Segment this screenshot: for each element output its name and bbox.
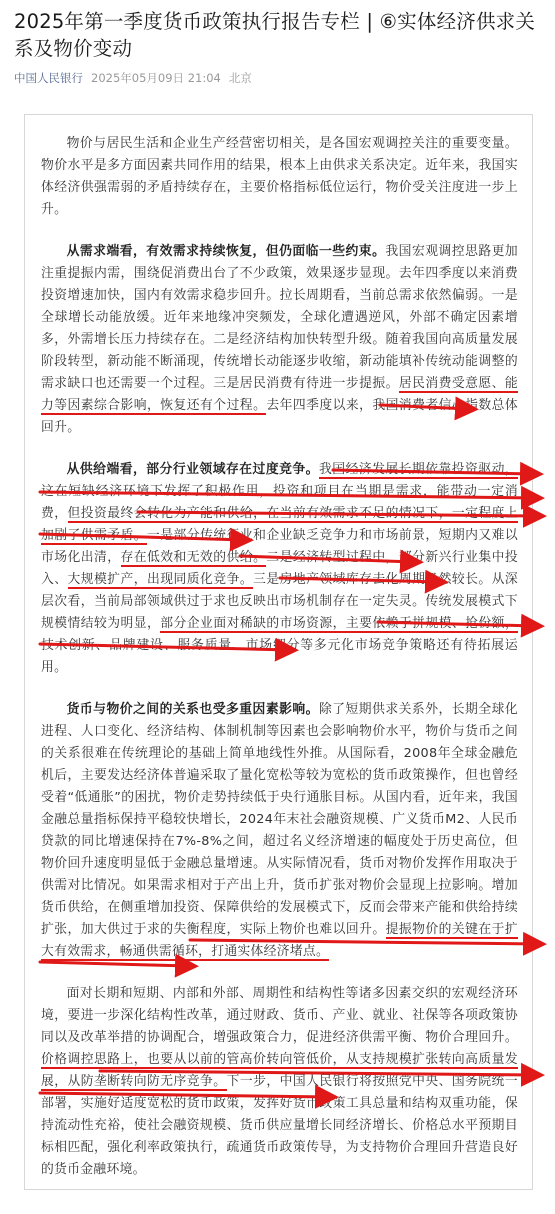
outlook-text: 面对长期和短期、内部和外部、周期性和结构性等诸多因素交织的宏观经济环境，要进一步深化结构性改革，通过财政、货币、产业、就业、社保等各项政策协同以及改革举措的协调配合，增强政策合力，促进经济供需平衡、物价合理回升。 (41, 986, 518, 1045)
demand-text: 我国宏观调控思路更加注重提振内需，围绕促消费出台了不少政策，效果逐步显现。去年四季度以来消费投资增速加快，国内有效需求稳步回升。拉长周期看，当前总需求依然偏弱。一是全球增长动能放缓。近年来地缘冲突频发，全球化遭遇逆风，外部不确定因素增多，外需增长压力持续存在。二是经济结构加快转型升级。随着我国向高质量发展阶段转型，新动能不断涌现，传统增长动能逐步收缩，新动能填补传统动能调整的需求缺口也还需要一个过程。三是居民消费有待进一步提振。 (41, 244, 519, 391)
supply-text-3: 二是经济转型过程中，部分新兴行业集中投入、 (41, 550, 518, 587)
paragraph-demand (41, 241, 518, 439)
supply-highlight-3: 存在低效和无效的供给。 (120, 550, 267, 565)
publish-location: 北京 (228, 71, 252, 85)
outlook-text-end: 下一步，中国人民银行将按照党中央、国务院统一部署，实施好适度宽松的货币政策，发挥好货币政策工具总量和结构双重功能，保持流动性充裕，使社会融资规模、货币供应量增长同经济增长、价格总水平预期目标相匹配，强化利率政策执行，疏通货币政策传导，为支持物价合理回升营造良好的货币金融环境。 (41, 1074, 518, 1177)
money-lead: 货币与物价之间的关系也受多重因素影响。 (66, 702, 319, 717)
article-meta (14, 70, 541, 86)
paragraph-money (41, 699, 518, 963)
paragraph-supply (41, 459, 518, 679)
supply-text-4: 三是房地产领域库存去化周期仍然较长。从深层次看，当前局部领域供过于求也反映出市场机制存在一定失灵。传统发展模式下规模情结较为明显， (41, 572, 519, 631)
source-link[interactable]: 中国人民银行 (14, 71, 83, 85)
outlook-highlight: 价格调控思路上，也要从以前的管高价转向管低价，从支持规模扩张转向高质量发展，从防垄断转向防无序竞争。 (41, 1052, 518, 1089)
supply-lead: 从供给端看，部分行业领域存在过度竞争。 (66, 462, 319, 477)
supply-highlight-4: 大规模扩产，出现同质化竞争。 (67, 572, 254, 587)
demand-highlight: 居民消费受意愿、能力等因素综合影响，恢复还有个过程。 (41, 376, 518, 413)
article-body (24, 114, 533, 1190)
money-text: 除了短期供求关系外，长期全球化进程、人口变化、经济结构、体制机制等因素也会影响物价水平，物价与货币之间的关系很难在传统理论的基础上简单地线性外推。从国际看，2008年全球金融危机后，主要发达经济体普遍采取了量化宽松等较为宽松的货币政策操作，但也曾经受着“低通胀”的困扰，物价走势持续低于央行通胀目标。从国内看，近年来，我国金融总量指标保持平稳较快增长，2024年末社会融资规模、广义货币M2、人民币贷款的同比增速保持在7%-8%之间，超过名义经济增速的幅度处于历史高位，但物价回升速度明显低于金融总量增速。从实际情况看，货币对物价发挥作用取决于供需对比情况。如果需求相对于产出上升，货币扩张对物价会显现上拉影响。增加货币供给，在侧重增加投资、保障供给的发展模式下，反而会带来产能和供给持续扩张，加大供过于求的失衡程度，实际上物价也难以回升。 (41, 702, 518, 937)
paragraph-outlook (41, 983, 518, 1181)
demand-lead: 从需求端看，有效需求持续恢复，但仍面临一些约束。 (66, 244, 386, 259)
supply-text-1: 这在短缺经济环境下发挥了积极作用，投资和项目在当期是需求，能带动一定消费， (41, 484, 518, 521)
article-header (0, 0, 555, 86)
supply-highlight-2: 但投资最终会转化为产能和供给，在当前有效需求不足的情况下，一定程度上加剧了供需矛盾。 (41, 506, 518, 543)
publish-datetime: 2025年05月09日 21:04 (91, 71, 221, 85)
supply-text-2: 一是部分传统行业和企业缺乏竞争力和市场前景，短期内又难以市场化出清， (41, 528, 519, 565)
supply-text-5: 技术创新、品牌建设、服务质量、市场细分等多元化市场竞争策略还有待拓展运用。 (41, 638, 518, 675)
money-highlight: 提振物价的关键在于扩大有效需求，畅通供需循环，打通实体经济堵点。 (41, 922, 518, 959)
intro-text: 物价与居民生活和企业生产经营密切相关，是各国宏观调控关注的重要变量。物价水平是多方面因素共同作用的结果，根本上由供求关系决定。近年来，我国实体经济供强需弱的矛盾持续存在，主要价格指标低位运行，物价受关注度进一步上升。 (41, 136, 518, 217)
paragraph-intro (41, 133, 518, 221)
article-title: 2025年第一季度货币政策执行报告专栏 | ⑥实体经济供求关系及物价变动 (14, 10, 536, 60)
supply-highlight-5: 部分企业面对稀缺的市场资源，主要依赖于拼规模、抢份额， (160, 616, 518, 631)
supply-highlight-1: 我国经济发展长期依靠投资驱动， (318, 462, 518, 477)
demand-text-end: 去年四季度以来，我国消费者信心指数总体回升。 (41, 398, 518, 435)
